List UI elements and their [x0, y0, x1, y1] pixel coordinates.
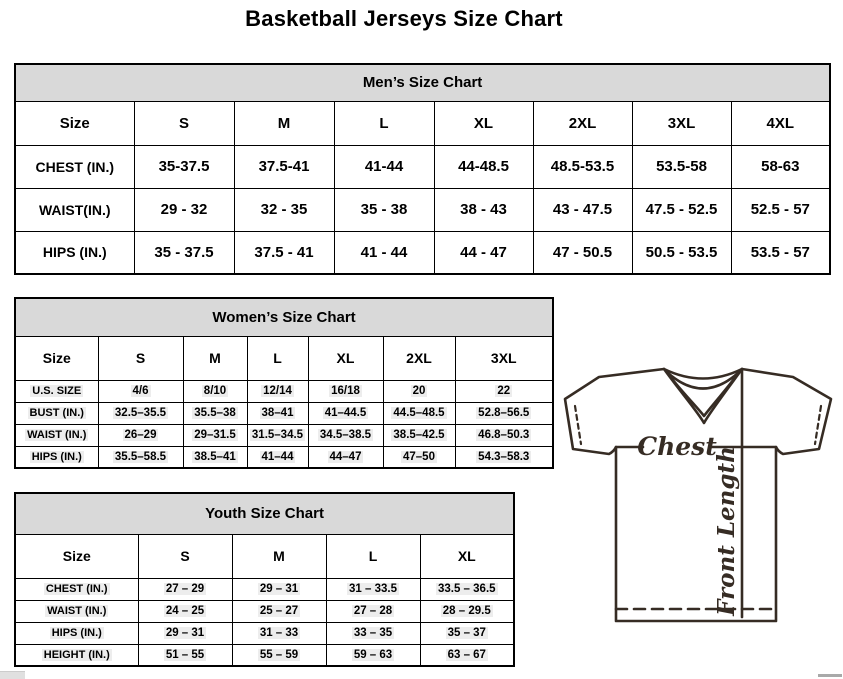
table-cell: 54.3–58.3 [455, 446, 553, 468]
column-header: Size [15, 534, 138, 578]
table-cell: 35 - 37.5 [134, 231, 234, 274]
right-cuff-dashed-line [815, 406, 821, 444]
table-row [15, 600, 514, 622]
size-header-row [15, 336, 553, 380]
table-cell: 35.5–38 [183, 402, 247, 424]
table-cell: 34.5–38.5 [308, 424, 383, 446]
table-cell: 38 - 43 [434, 188, 533, 231]
table-cell: 38–41 [247, 402, 308, 424]
column-header: M [234, 101, 334, 145]
column-header: L [247, 336, 308, 380]
table-row [15, 145, 830, 188]
table-cell: 41–44.5 [308, 402, 383, 424]
table-cell: 47–50 [383, 446, 455, 468]
table-cell: 29–31.5 [183, 424, 247, 446]
jersey-measurement-diagram [560, 360, 836, 632]
table-row [15, 424, 553, 446]
row-label: HIPS (IN.) [15, 622, 138, 644]
table-cell: 35 – 37 [420, 622, 514, 644]
chest-label: Chest [637, 432, 717, 461]
column-header: S [138, 534, 232, 578]
page-title: Basketball Jerseys Size Chart [245, 6, 563, 31]
table-cell: 31 – 33 [232, 622, 326, 644]
table-cell: 22 [455, 380, 553, 402]
table-row [15, 578, 514, 600]
table-cell: 55 – 59 [232, 644, 326, 666]
table-cell: 63 – 67 [420, 644, 514, 666]
column-header: XL [420, 534, 514, 578]
row-label: BUST (IN.) [15, 402, 98, 424]
front-length-label: Front Length [713, 446, 740, 616]
table-cell: 26–29 [98, 424, 183, 446]
table-cell: 35 - 38 [334, 188, 434, 231]
table-cell: 51 – 55 [138, 644, 232, 666]
table-cell: 53.5-58 [632, 145, 731, 188]
table-cell: 31 – 33.5 [326, 578, 420, 600]
column-header: Size [15, 336, 98, 380]
column-header: 4XL [731, 101, 830, 145]
column-header: L [334, 101, 434, 145]
row-label: HIPS (IN.) [15, 446, 98, 468]
horizontal-scrollbar-fragment-right[interactable] [818, 674, 842, 677]
table-cell: 37.5 - 41 [234, 231, 334, 274]
row-label: U.S. SIZE [15, 380, 98, 402]
table-cell: 44-48.5 [434, 145, 533, 188]
column-header: 3XL [455, 336, 553, 380]
left-cuff-dashed-line [575, 406, 581, 444]
table-cell: 27 – 29 [138, 578, 232, 600]
jersey-outline [565, 369, 831, 621]
row-label: CHEST (IN.) [15, 578, 138, 600]
table-cell: 35.5–58.5 [98, 446, 183, 468]
table-cell: 59 – 63 [326, 644, 420, 666]
column-header: L [326, 534, 420, 578]
youth-size-table [14, 492, 515, 667]
table-cell: 37.5-41 [234, 145, 334, 188]
mens-size-table [14, 63, 831, 275]
size-header-row [15, 534, 514, 578]
table-cell: 46.8–50.3 [455, 424, 553, 446]
size-header-row [15, 101, 830, 145]
column-header: XL [434, 101, 533, 145]
column-header: M [183, 336, 247, 380]
table-cell: 28 – 29.5 [420, 600, 514, 622]
table-cell: 4/6 [98, 380, 183, 402]
column-header: Size [15, 101, 134, 145]
table-cell: 44 - 47 [434, 231, 533, 274]
table-cell: 48.5-53.5 [533, 145, 632, 188]
table-cell: 32 - 35 [234, 188, 334, 231]
table-cell: 47.5 - 52.5 [632, 188, 731, 231]
table-cell: 41-44 [334, 145, 434, 188]
row-label: WAIST (IN.) [15, 600, 138, 622]
column-header: 2XL [383, 336, 455, 380]
table-cell: 29 – 31 [138, 622, 232, 644]
table-cell: 52.5 - 57 [731, 188, 830, 231]
column-header: 3XL [632, 101, 731, 145]
table-row [15, 188, 830, 231]
table-cell: 16/18 [308, 380, 383, 402]
row-label: HEIGHT (IN.) [15, 644, 138, 666]
table-cell: 58-63 [731, 145, 830, 188]
table-cell: 32.5–35.5 [98, 402, 183, 424]
womens-size-table [14, 297, 554, 469]
table-cell: 33.5 – 36.5 [420, 578, 514, 600]
table-row [15, 644, 514, 666]
row-label: WAIST (IN.) [15, 424, 98, 446]
column-header: S [134, 101, 234, 145]
table-row [15, 231, 830, 274]
collar-arc-outer [664, 369, 742, 379]
table-cell: 53.5 - 57 [731, 231, 830, 274]
row-label: HIPS (IN.) [15, 231, 134, 274]
table-cell: 47 - 50.5 [533, 231, 632, 274]
table-cell: 31.5–34.5 [247, 424, 308, 446]
column-header: M [232, 534, 326, 578]
table-cell: 27 – 28 [326, 600, 420, 622]
chart-title: Men’s Size Chart [15, 64, 830, 101]
row-label: CHEST (IN.) [15, 145, 134, 188]
chart-title: Women’s Size Chart [15, 298, 553, 336]
table-cell: 50.5 - 53.5 [632, 231, 731, 274]
row-label: WAIST(IN.) [15, 188, 134, 231]
table-cell: 44.5–48.5 [383, 402, 455, 424]
table-cell: 41 - 44 [334, 231, 434, 274]
horizontal-scrollbar-fragment-left[interactable] [0, 671, 25, 679]
chart-title-row [15, 298, 553, 336]
table-row [15, 446, 553, 468]
table-row [15, 402, 553, 424]
table-cell: 29 – 31 [232, 578, 326, 600]
table-cell: 29 - 32 [134, 188, 234, 231]
table-cell: 8/10 [183, 380, 247, 402]
table-cell: 52.8–56.5 [455, 402, 553, 424]
table-cell: 41–44 [247, 446, 308, 468]
table-cell: 38.5–41 [183, 446, 247, 468]
table-cell: 44–47 [308, 446, 383, 468]
table-cell: 43 - 47.5 [533, 188, 632, 231]
table-cell: 35-37.5 [134, 145, 234, 188]
table-cell: 38.5–42.5 [383, 424, 455, 446]
chart-title-row [15, 64, 830, 101]
column-header: XL [308, 336, 383, 380]
table-cell: 33 – 35 [326, 622, 420, 644]
chart-title: Youth Size Chart [15, 493, 514, 534]
chart-title-row [15, 493, 514, 534]
table-cell: 12/14 [247, 380, 308, 402]
table-cell: 20 [383, 380, 455, 402]
column-header: 2XL [533, 101, 632, 145]
table-row [15, 380, 553, 402]
column-header: S [98, 336, 183, 380]
table-cell: 25 – 27 [232, 600, 326, 622]
table-cell: 24 – 25 [138, 600, 232, 622]
table-row [15, 622, 514, 644]
